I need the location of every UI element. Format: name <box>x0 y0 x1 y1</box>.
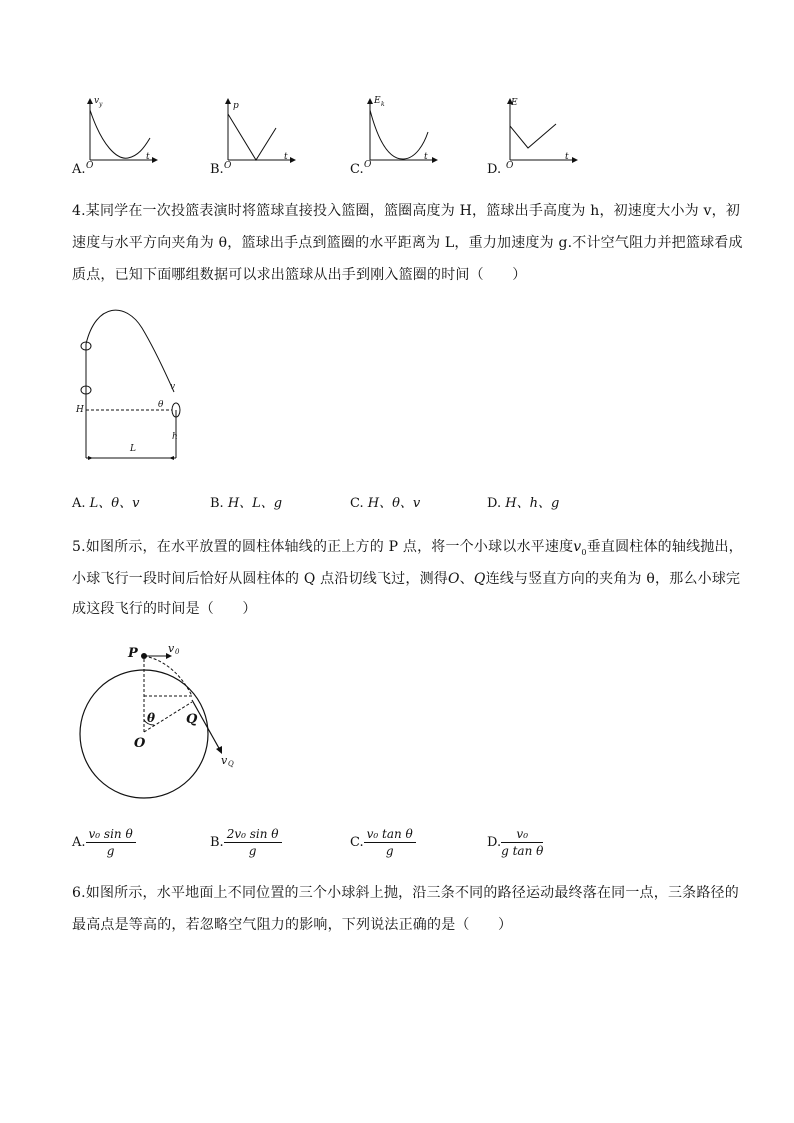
graph-b-xlabel: t <box>284 152 288 162</box>
option-letter: A. <box>72 835 86 850</box>
graph-c-origin: O <box>364 160 372 170</box>
q5-line-3: 成这段飞行的时间是（ ） <box>72 601 257 617</box>
graph-b-origin: O <box>224 161 232 171</box>
option-letter: B. <box>210 835 224 850</box>
q5-v0-sub: 0 <box>581 547 587 557</box>
option-letter: A. <box>72 496 86 511</box>
q5-cylinder-figure <box>76 640 256 808</box>
q5-option-d[interactable] <box>487 826 543 859</box>
q5-sep: 、 <box>459 571 474 587</box>
option-letter: D. <box>487 835 502 850</box>
q5-o: O <box>447 571 460 587</box>
graph-c-xlabel: t <box>424 152 428 162</box>
q5-fig-v0-sub: 0 <box>175 648 180 656</box>
q4-line-2: 速度与水平方向夹角为 θ，篮球出手点到篮圈的水平距离为 L，重力加速度为 g.不计空气阻力并把篮球看成 <box>72 235 743 251</box>
option-letter-d: D. <box>487 162 502 177</box>
fraction-denominator: g <box>385 844 394 858</box>
basketball-svg <box>74 306 214 466</box>
option-letter: B. <box>210 496 224 511</box>
q6-line-1: 6.如图所示，水平地面上不同位置的三个小球斜上抛，沿三条不同的路径运动最终落在同一点，三条路径的 <box>72 885 739 901</box>
fraction-numerator: 2v₀ sin θ <box>224 826 282 843</box>
option-letter-a: A. <box>72 162 86 177</box>
fraction-denominator: g tan θ <box>501 844 544 858</box>
q6-line-2: 最高点是等高的，若忽略空气阻力的影响，下列说法正确的是（ ） <box>72 917 513 933</box>
fraction-numerator: v₀ tan θ <box>364 826 416 843</box>
graph-a-xlabel: t <box>146 152 150 162</box>
q4-line-3: 质点，已知下面哪组数据可以求出篮球从出手到刚入篮圈的时间（ ） <box>72 267 527 283</box>
q4-basketball-figure <box>74 306 214 466</box>
q5-fig-O: O <box>134 736 146 751</box>
option-letter-c: C. <box>350 162 364 177</box>
q4-option-a[interactable] <box>72 492 139 511</box>
q4-fig-L: L <box>130 444 136 454</box>
graph-c-ysub: k <box>381 101 385 108</box>
graph-a-origin: O <box>86 161 94 171</box>
q5-v0: v <box>573 539 582 555</box>
fraction-numerator: v₀ <box>501 826 543 843</box>
graph-d-ylabel: E <box>511 98 518 108</box>
q5-fig-vQ: v <box>221 754 228 767</box>
q5-option-b[interactable] <box>210 826 282 859</box>
graph-b-ylabel: p <box>233 101 239 111</box>
option-fraction <box>86 826 136 859</box>
option-text: H、h、g <box>505 496 560 511</box>
q4-fig-H: H <box>76 405 84 415</box>
q5-option-c[interactable] <box>350 826 416 859</box>
graph-a-ylabel: v <box>94 96 100 106</box>
q4-fig-v: v <box>170 382 176 392</box>
q5-fig-Q: Q <box>186 712 198 727</box>
option-letter: C. <box>350 496 364 511</box>
q4-option-d[interactable] <box>487 492 559 511</box>
q5-fig-theta: θ <box>147 711 156 725</box>
q5-line-1a: 5.如图所示，在水平放置的圆柱体轴线的正上方的 P 点，将一个小球以水平速度 <box>72 539 574 555</box>
q5-line-1b: 垂直圆柱体的轴线抛出， <box>586 539 743 555</box>
option-letter: C. <box>350 835 364 850</box>
q5-line-2 <box>72 564 740 594</box>
option-text: L、θ、v <box>89 496 140 511</box>
graph-a-ysub: y <box>99 101 103 108</box>
graph-d-xlabel: t <box>565 152 569 162</box>
fraction-numerator: v₀ sin θ <box>86 826 136 843</box>
option-fraction <box>501 826 543 859</box>
graph-c-ylabel: E <box>374 96 381 106</box>
graph-d-origin: O <box>506 161 514 171</box>
option-text: H、L、g <box>227 496 283 511</box>
cylinder-svg <box>76 640 256 808</box>
q5-fig-v0: v <box>168 642 175 655</box>
option-text: H、θ、v <box>367 496 421 511</box>
option-fraction <box>364 826 416 859</box>
q4-fig-theta: θ <box>158 400 164 410</box>
q4-line-1: 4.某同学在一次投篮表演时将篮球直接投入篮圈，篮圈高度为 H，篮球出手高度为 h，初速度大小为 v，初 <box>72 203 741 219</box>
q4-fig-h: h <box>172 432 178 442</box>
q5-fig-vQ-sub: Q <box>228 760 234 768</box>
option-fraction <box>224 826 282 859</box>
option-letter: D. <box>487 496 502 511</box>
option-letter-b: B. <box>210 162 224 177</box>
q5-q: Q <box>473 571 486 587</box>
q5-line-1 <box>72 532 743 568</box>
q5-line-2a: 小球飞行一段时间后恰好从圆柱体的 Q 点沿切线飞过，测得 <box>72 571 448 587</box>
fraction-denominator: g <box>106 844 115 858</box>
q5-fig-P: P <box>128 646 138 661</box>
q5-option-a[interactable] <box>72 826 136 859</box>
q4-option-b[interactable] <box>210 492 282 511</box>
fraction-denominator: g <box>248 844 257 858</box>
q5-line-2b: 连线与竖直方向的夹角为 θ，那么小球完 <box>485 571 741 587</box>
q4-option-c[interactable] <box>350 492 420 511</box>
